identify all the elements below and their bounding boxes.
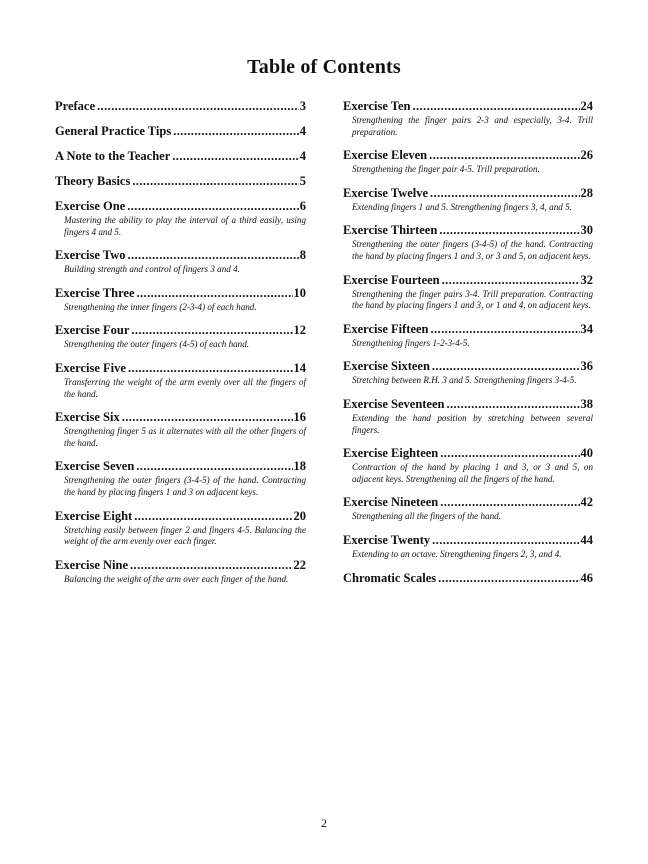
toc-entry-title: Exercise Five	[55, 360, 126, 375]
toc-entry-description: Strengthening the outer fingers (3-4-5) of the hand. Contracting the hand by placing fingers 1 and 3, or 3 and 5, on adjacent keys.	[352, 239, 593, 261]
toc-entry-title: Preface	[55, 99, 96, 113]
toc-entry-description: Extending to an octave. Strengthening fingers 2, 3, and 4.	[352, 548, 562, 559]
toc-entry-title: Exercise Eighteen	[343, 446, 439, 461]
toc-entry[interactable]	[55, 149, 306, 164]
toc-entry[interactable]	[55, 286, 306, 314]
toc-entry-description: Strengthening fingers 1-2-3-4-5.	[352, 337, 470, 348]
dot-leader	[127, 248, 298, 263]
toc-entry[interactable]	[55, 558, 306, 586]
dot-leader	[438, 571, 579, 586]
toc-entry[interactable]	[343, 446, 593, 485]
page-title: Table of Contents	[247, 56, 401, 78]
toc-entry-description: Extending fingers 1 and 5. Strengthening fingers 3, 4, and 5.	[352, 201, 572, 212]
dot-leader	[136, 459, 292, 474]
dot-leader	[439, 223, 579, 238]
toc-entry-page: 24	[580, 99, 593, 113]
toc-entry-page: 40	[580, 446, 593, 461]
toc-entry[interactable]	[55, 174, 306, 189]
toc-entry-description: Strengthening the outer fingers (4-5) of each hand.	[64, 339, 250, 350]
dot-leader	[431, 322, 580, 337]
toc-entry-title: A Note to the Teacher	[55, 149, 171, 163]
toc-entry-page: 34	[580, 321, 593, 336]
toc-entry-page: 5	[299, 174, 306, 188]
dot-leader	[132, 174, 298, 189]
toc-entry[interactable]	[55, 199, 306, 238]
toc-entry-page: 8	[299, 248, 306, 263]
dot-leader	[127, 199, 299, 214]
toc-entry-page: 32	[580, 272, 593, 287]
toc-entry-description: Extending the hand position by stretching between several fingers.	[352, 412, 593, 435]
dot-leader	[432, 359, 580, 374]
toc-entry-title: Exercise Twenty	[343, 532, 431, 547]
toc-entry[interactable]	[55, 248, 306, 276]
toc-entry-description: Strengthening the finger pair 4-5. Trill preparation.	[352, 164, 540, 175]
toc-entry-description: Strengthening the outer fingers (3-4-5) of the hand. Contracting the hand by placing fingers 1 and 3 on adjacent keys.	[64, 475, 306, 497]
dot-leader	[442, 273, 580, 288]
toc-entry-title: Exercise Nine	[55, 557, 129, 572]
toc-entry-title: Exercise Fourteen	[343, 272, 440, 287]
toc-entry-title: Exercise Nineteen	[343, 495, 439, 510]
dot-leader	[131, 323, 292, 338]
toc-entry-page: 38	[580, 396, 593, 411]
toc-entry-page: 26	[580, 148, 593, 163]
dot-leader	[130, 558, 292, 573]
dot-leader	[432, 533, 579, 548]
toc-entry[interactable]	[55, 410, 306, 449]
toc-entry-description: Strengthening all the fingers of the hand.	[352, 511, 501, 522]
dot-leader	[440, 495, 579, 510]
toc-entry[interactable]	[55, 459, 306, 498]
toc-entry-description: Balancing the weight of the arm over each finger of the hand.	[64, 573, 289, 584]
page-number: 2	[321, 816, 327, 830]
toc-entry-title: Exercise Three	[55, 285, 135, 300]
dot-leader	[430, 186, 579, 201]
toc-entry-title: Exercise Sixteen	[343, 359, 430, 374]
toc-entry-title: Exercise One	[55, 199, 126, 213]
dot-leader	[97, 99, 299, 114]
toc-entry-page: 12	[293, 323, 306, 338]
toc-entry-description: Building strength and control of fingers 3 and 4.	[64, 264, 240, 275]
toc-entry-page: 36	[580, 359, 593, 374]
toc-entry-page: 44	[580, 532, 593, 547]
toc-entry[interactable]	[55, 124, 306, 139]
toc-entry-description: Mastering the ability to play the interval of a third easily, using fingers 4 and 5.	[64, 215, 306, 237]
toc-entry-page: 18	[293, 459, 306, 474]
dot-leader	[172, 149, 298, 164]
toc-entry[interactable]	[343, 359, 593, 387]
toc-entry[interactable]	[343, 495, 593, 523]
dot-leader	[446, 397, 579, 412]
toc-entry-title: Exercise Four	[55, 323, 130, 338]
toc-entry-title: Exercise Ten	[343, 99, 411, 113]
toc-entry-title: Exercise Seventeen	[343, 396, 445, 411]
toc-entry[interactable]	[343, 99, 593, 138]
toc-entry[interactable]	[343, 223, 593, 262]
toc-entry-title: Exercise Thirteen	[343, 223, 438, 238]
toc-entry-description: Transferring the weight of the arm evenly over all the fingers of the hand.	[64, 376, 306, 399]
toc-entry-page: 16	[293, 410, 306, 425]
dot-leader	[412, 99, 579, 114]
dot-leader	[137, 286, 293, 301]
toc-entry[interactable]	[55, 361, 306, 400]
dot-leader	[173, 124, 299, 139]
toc-entry-description: Strengthening the inner fingers (2-3-4) of each hand.	[64, 301, 257, 312]
toc-entry[interactable]	[55, 323, 306, 351]
toc-entry[interactable]	[55, 509, 306, 548]
toc-entry-page: 28	[580, 185, 593, 200]
toc-entry[interactable]	[343, 273, 593, 312]
toc-entry-title: Exercise Six	[55, 410, 120, 425]
toc-entry-page: 42	[580, 495, 593, 510]
toc-entry-page: 10	[293, 285, 306, 300]
toc-entry-title: General Practice Tips	[55, 124, 172, 138]
toc-entry-title: Exercise Two	[55, 248, 126, 263]
toc-left-column	[55, 99, 306, 595]
toc-entry-page: 30	[580, 223, 593, 238]
toc-entry-title: Exercise Eleven	[343, 148, 428, 163]
dot-leader	[429, 148, 579, 163]
toc-entry-description: Strengthening the finger pairs 3-4. Trill preparation. Contracting the hand by placing fingers 1 and 3, or 1 and 4, on adjacent keys.	[352, 288, 593, 311]
toc-entry[interactable]	[343, 397, 593, 436]
toc-entry[interactable]	[343, 148, 593, 176]
toc-right-column	[343, 99, 593, 596]
toc-entry-title: Exercise Fifteen	[343, 321, 429, 336]
toc-entry-description: Contraction of the hand by placing 1 and 3, or 3 and 5, on adjacent keys. Strengthening all the fingers of the hand.	[352, 462, 593, 484]
toc-entry-page: 4	[299, 149, 306, 163]
toc-entry-page: 4	[299, 124, 306, 138]
dot-leader	[440, 446, 579, 461]
toc-entry-title: Exercise Twelve	[343, 185, 429, 200]
toc-entry-page: 22	[293, 557, 306, 572]
dot-leader	[128, 361, 293, 376]
dot-leader	[122, 410, 293, 425]
toc-entry[interactable]	[343, 186, 593, 214]
toc-entry-description: Stretching between R.H. 3 and 5. Strengthening fingers 3-4-5.	[352, 375, 577, 386]
toc-entry[interactable]	[343, 533, 593, 561]
toc-entry-description: Strengthening finger 5 as it alternates with all the other fingers of the hand.	[64, 426, 306, 448]
toc-entry-page: 6	[299, 199, 306, 213]
toc-entry-page: 46	[580, 570, 593, 585]
toc-entry-title: Exercise Seven	[55, 459, 135, 474]
toc-entry-page: 20	[293, 508, 306, 523]
toc-entry-description: Stretching easily between finger 2 and fingers 4-5. Balancing the weight of the arm evenly over each finger.	[64, 524, 306, 547]
toc-entry[interactable]	[343, 571, 593, 586]
dot-leader	[134, 509, 292, 524]
toc-entry[interactable]	[55, 99, 306, 114]
toc-entry-description: Strengthening the finger pairs 2-3 and especially, 3-4. Trill preparation.	[352, 115, 593, 137]
toc-entry-page: 3	[299, 99, 306, 113]
toc-entry[interactable]	[343, 322, 593, 350]
toc-entry-title: Exercise Eight	[55, 508, 133, 523]
toc-entry-title: Chromatic Scales	[343, 570, 437, 585]
toc-entry-page: 14	[293, 360, 306, 375]
toc-entry-title: Theory Basics	[55, 174, 131, 188]
